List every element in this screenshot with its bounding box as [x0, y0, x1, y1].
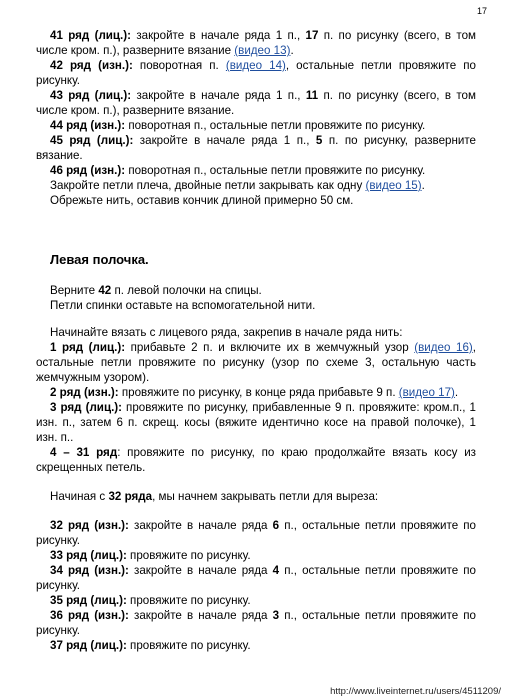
- row-43: 43 ряд (лиц.): закройте в начале ряда 1 п., 11 п. по рисунку (всего, в том числе кром. п.), разверните вязание.: [36, 89, 476, 117]
- video-14-link[interactable]: (видео 14): [225, 59, 286, 72]
- watermark-url: http://www.liveinternet.ru/users/4511209/: [330, 686, 501, 697]
- back-line: Петли спинки оставьте на вспомогательной нити.: [50, 299, 316, 312]
- video-13-link[interactable]: (видео 13): [234, 44, 291, 57]
- video-16-link[interactable]: (видео 16): [414, 341, 473, 354]
- cut-line: Обрежьте нить, оставив кончик длиной примерно 50 см.: [50, 194, 354, 207]
- row-3: 3 ряд (лиц.): провяжите по рисунку, прибавленные 9 п. провяжите: кром.п., 1 изн. п., затем 6 п. скрещ. косы (вяжите идентично косе на правой полочке), 1 изн. п..: [36, 401, 476, 444]
- row-33: 33 ряд (лиц.): провяжите по рисунку.: [50, 549, 251, 562]
- page-number: 17: [477, 6, 488, 16]
- return-line: Верните 42 п. левой полочки на спицы.: [50, 284, 262, 297]
- row-46: 46 ряд (изн.): поворотная п., остальные петли провяжите по рисунку.: [50, 164, 426, 177]
- row-2: 2 ряд (изн.): провяжите по рисунку, в конце ряда прибавьте 9 п. (видео 17).: [50, 386, 459, 399]
- video-17-link[interactable]: (видео 17): [398, 386, 455, 399]
- row-45: 45 ряд (лиц.): закройте в начале ряда 1 п., 5 п. по рисунку, разверните вязание.: [36, 134, 476, 162]
- shoulder-line: Закройте петли плеча, двойные петли закрывать как одну (видео 15).: [50, 179, 425, 192]
- row-44: 44 ряд (изн.): поворотная п., остальные петли провяжите по рисунку.: [50, 119, 426, 132]
- document-body: [36, 28, 476, 653]
- row-1: 1 ряд (лиц.): прибавьте 2 п. и включите их в жемчужный узор (видео 16), остальные петли провяжите по рисунку (узор по схеме 3, остальную часть жемчужным узором).: [36, 341, 476, 384]
- section-heading: Левая полочка.: [50, 252, 149, 267]
- row-37: 37 ряд (лиц.): провяжите по рисунку.: [50, 639, 251, 652]
- row-4-31: 4 – 31 ряд: провяжите по рисунку, по краю продолжайте вязать косу из скрещенных петель.: [36, 446, 476, 474]
- row-41: 41 ряд (лиц.): закройте в начале ряда 1 п., 17 п. по рисунку (всего, в том числе кром. п.), разверните вязание (видео 13).: [36, 29, 476, 57]
- row-32: 32 ряд (изн.): закройте в начале ряда 6 п., остальные петли провяжите по рисунку.: [36, 519, 477, 547]
- from-row-32-line: Начиная с 32 ряда, мы начнем закрывать петли для выреза:: [50, 490, 379, 503]
- start-line: Начинайте вязать с лицевого ряда, закрепив в начале ряда нить:: [50, 326, 403, 339]
- row-42: 42 ряд (изн.): поворотная п. (видео 14), остальные петли провяжите по рисунку.: [36, 59, 477, 87]
- row-34: 34 ряд (изн.): закройте в начале ряда 4 п., остальные петли провяжите по рисунку.: [36, 564, 477, 592]
- row-35: 35 ряд (лиц.): провяжите по рисунку.: [50, 594, 251, 607]
- row-36: 36 ряд (изн.): закройте в начале ряда 3 п., остальные петли провяжите по рисунку.: [36, 609, 477, 637]
- video-15-link[interactable]: (видео 15): [365, 179, 422, 192]
